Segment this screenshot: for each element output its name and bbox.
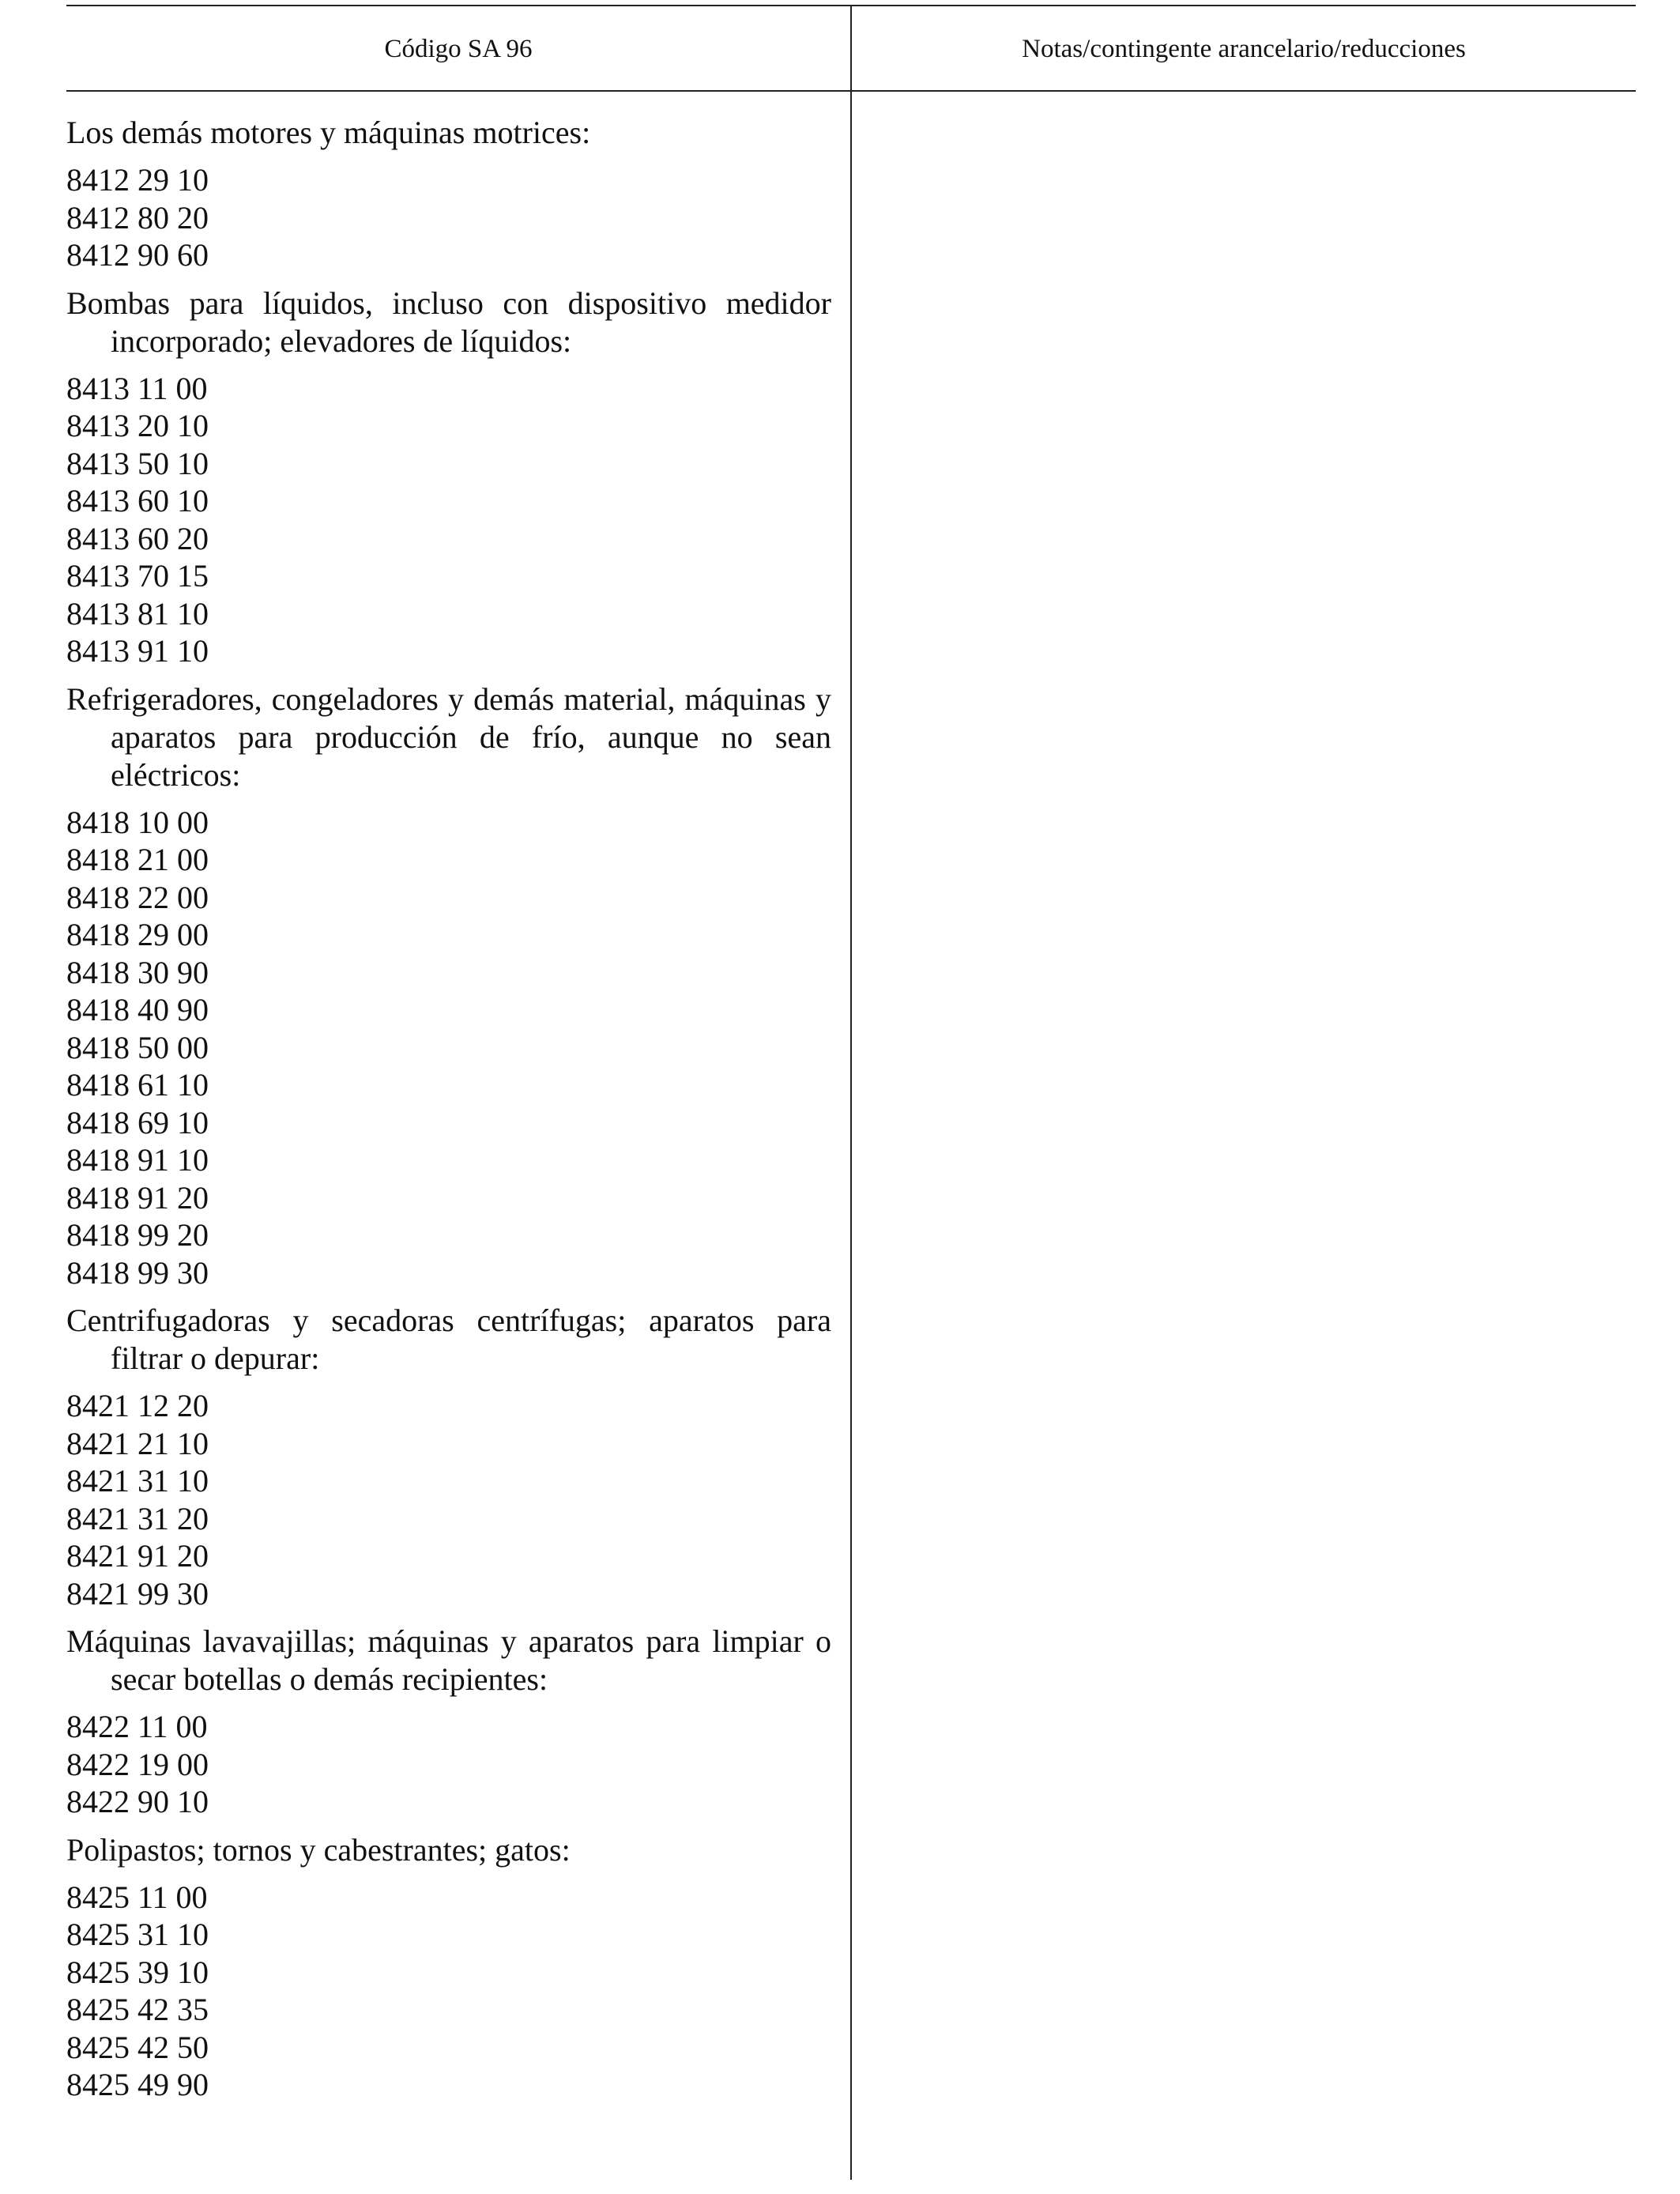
code-list — [66, 1708, 831, 1821]
code-item: 8413 81 10 — [66, 595, 209, 631]
code-item: 8421 91 20 — [66, 1538, 209, 1574]
code-item: 8421 31 20 — [66, 1500, 209, 1536]
code-list — [66, 370, 831, 670]
code-item: 8413 20 10 — [66, 408, 209, 443]
code-item: 8418 40 90 — [66, 992, 209, 1027]
code-item: 8418 99 20 — [66, 1217, 209, 1253]
code-item: 8418 91 20 — [66, 1179, 209, 1216]
code-list — [66, 1879, 831, 2104]
code-item: 8421 31 10 — [66, 1463, 209, 1498]
code-item: 8412 90 60 — [66, 237, 209, 273]
code-item: 8413 50 10 — [66, 445, 209, 481]
group-heading: Polipastos; tornos y cabestrantes; gatos: — [66, 1831, 571, 1868]
column-header-code: Código SA 96 — [384, 35, 533, 63]
code-item: 8422 90 10 — [66, 1784, 209, 1819]
code-item: 8425 39 10 — [66, 1954, 209, 1990]
code-item: 8418 99 30 — [66, 1254, 209, 1291]
group-polipastos — [66, 1831, 831, 2104]
code-item: 8421 99 30 — [66, 1575, 209, 1612]
group-heading: Máquinas lavavajillas; máquinas y aparatos para limpiar o secar botellas o demás recipientes: — [66, 1623, 831, 1697]
code-item: 8418 29 00 — [66, 917, 209, 952]
code-list — [66, 804, 831, 1292]
code-item: 8418 10 00 — [66, 804, 209, 840]
code-item: 8413 60 10 — [66, 483, 209, 518]
code-list — [66, 161, 831, 274]
code-item: 8413 70 15 — [66, 558, 209, 594]
group-heading: Refrigeradores, congeladores y demás material, máquinas y aparatos para producción de frío, aunque no sean eléctricos: — [66, 680, 831, 793]
group-heading: Bombas para líquidos, incluso con dispositivo medidor incorporado; elevadores de líquidos: — [66, 285, 831, 359]
code-item: 8413 11 00 — [66, 370, 208, 406]
code-item: 8418 21 00 — [66, 842, 209, 877]
code-item: 8412 29 10 — [66, 162, 209, 198]
code-item: 8422 11 00 — [66, 1709, 208, 1744]
code-item: 8422 19 00 — [66, 1746, 209, 1782]
code-item: 8413 60 20 — [66, 520, 209, 556]
code-item: 8418 69 10 — [66, 1104, 209, 1140]
group-heading: Centrifugadoras y secadoras centrífugas; aparatos para filtrar o depurar: — [66, 1302, 831, 1376]
code-item: 8412 80 20 — [66, 199, 209, 236]
column-header-notes: Notas/contingente arancelario/reducciones — [1022, 35, 1466, 63]
code-item: 8425 49 90 — [66, 2067, 209, 2102]
code-item: 8425 31 10 — [66, 1917, 209, 1952]
code-item: 8418 61 10 — [66, 1067, 209, 1103]
code-item: 8418 50 00 — [66, 1029, 209, 1065]
code-item: 8425 42 35 — [66, 1992, 209, 2027]
code-list — [66, 1387, 831, 1612]
code-item: 8425 11 00 — [66, 1879, 208, 1915]
group-heading: Los demás motores y máquinas motrices: — [66, 115, 591, 150]
column-divider — [850, 5, 852, 2180]
group-lavavajillas — [66, 1623, 831, 1821]
code-column — [66, 114, 831, 2114]
code-item: 8425 42 50 — [66, 2029, 209, 2065]
group-centrifugadoras — [66, 1302, 831, 1612]
group-bombas — [66, 285, 831, 670]
code-item: 8413 91 10 — [66, 633, 209, 669]
group-motores — [66, 114, 831, 274]
code-item: 8421 21 10 — [66, 1425, 209, 1461]
code-item: 8418 91 10 — [66, 1142, 209, 1178]
code-item: 8418 30 90 — [66, 954, 209, 990]
tariff-table — [66, 5, 1636, 2180]
code-item: 8421 12 20 — [66, 1388, 209, 1423]
group-refrigeradores — [66, 680, 831, 1292]
code-item: 8418 22 00 — [66, 879, 209, 915]
